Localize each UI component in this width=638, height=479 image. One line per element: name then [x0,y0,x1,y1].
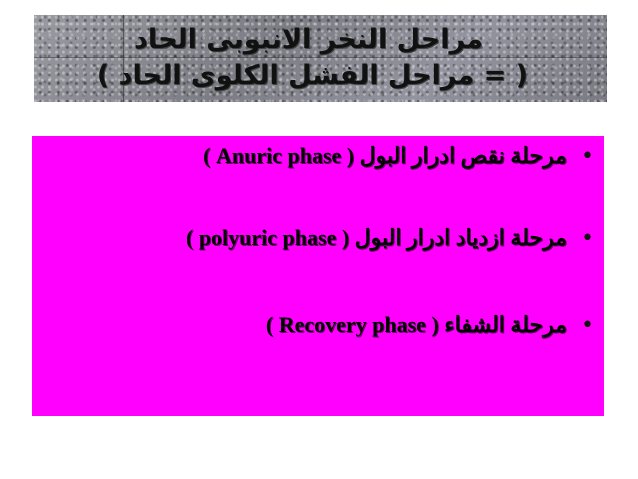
slide-title-line-1: مراحل النخر الانبوبى الحاد [134,24,483,55]
content-panel [32,136,604,416]
bullet-item-polyuric [186,225,593,251]
bullet-item-recovery [266,312,593,338]
bullet-text: مرحلة ازدياد ادرار البول ( polyuric phase ) [185,225,567,250]
bullet-item-anuric [203,143,593,169]
bullet-marker-icon: • [581,225,594,251]
slide-title-line-2: ( = مراحل الفشل الكلوى الحاد ) [96,60,528,91]
title-divider-horizontal [34,57,607,58]
bullet-marker-icon: • [581,312,594,338]
bullet-text: مرحلة نقص ادرار البول ( Anuric phase ) [203,143,567,168]
bullet-text: مرحلة الشفاء ( Recovery phase ) [265,312,567,337]
bullet-marker-icon: • [581,143,594,169]
